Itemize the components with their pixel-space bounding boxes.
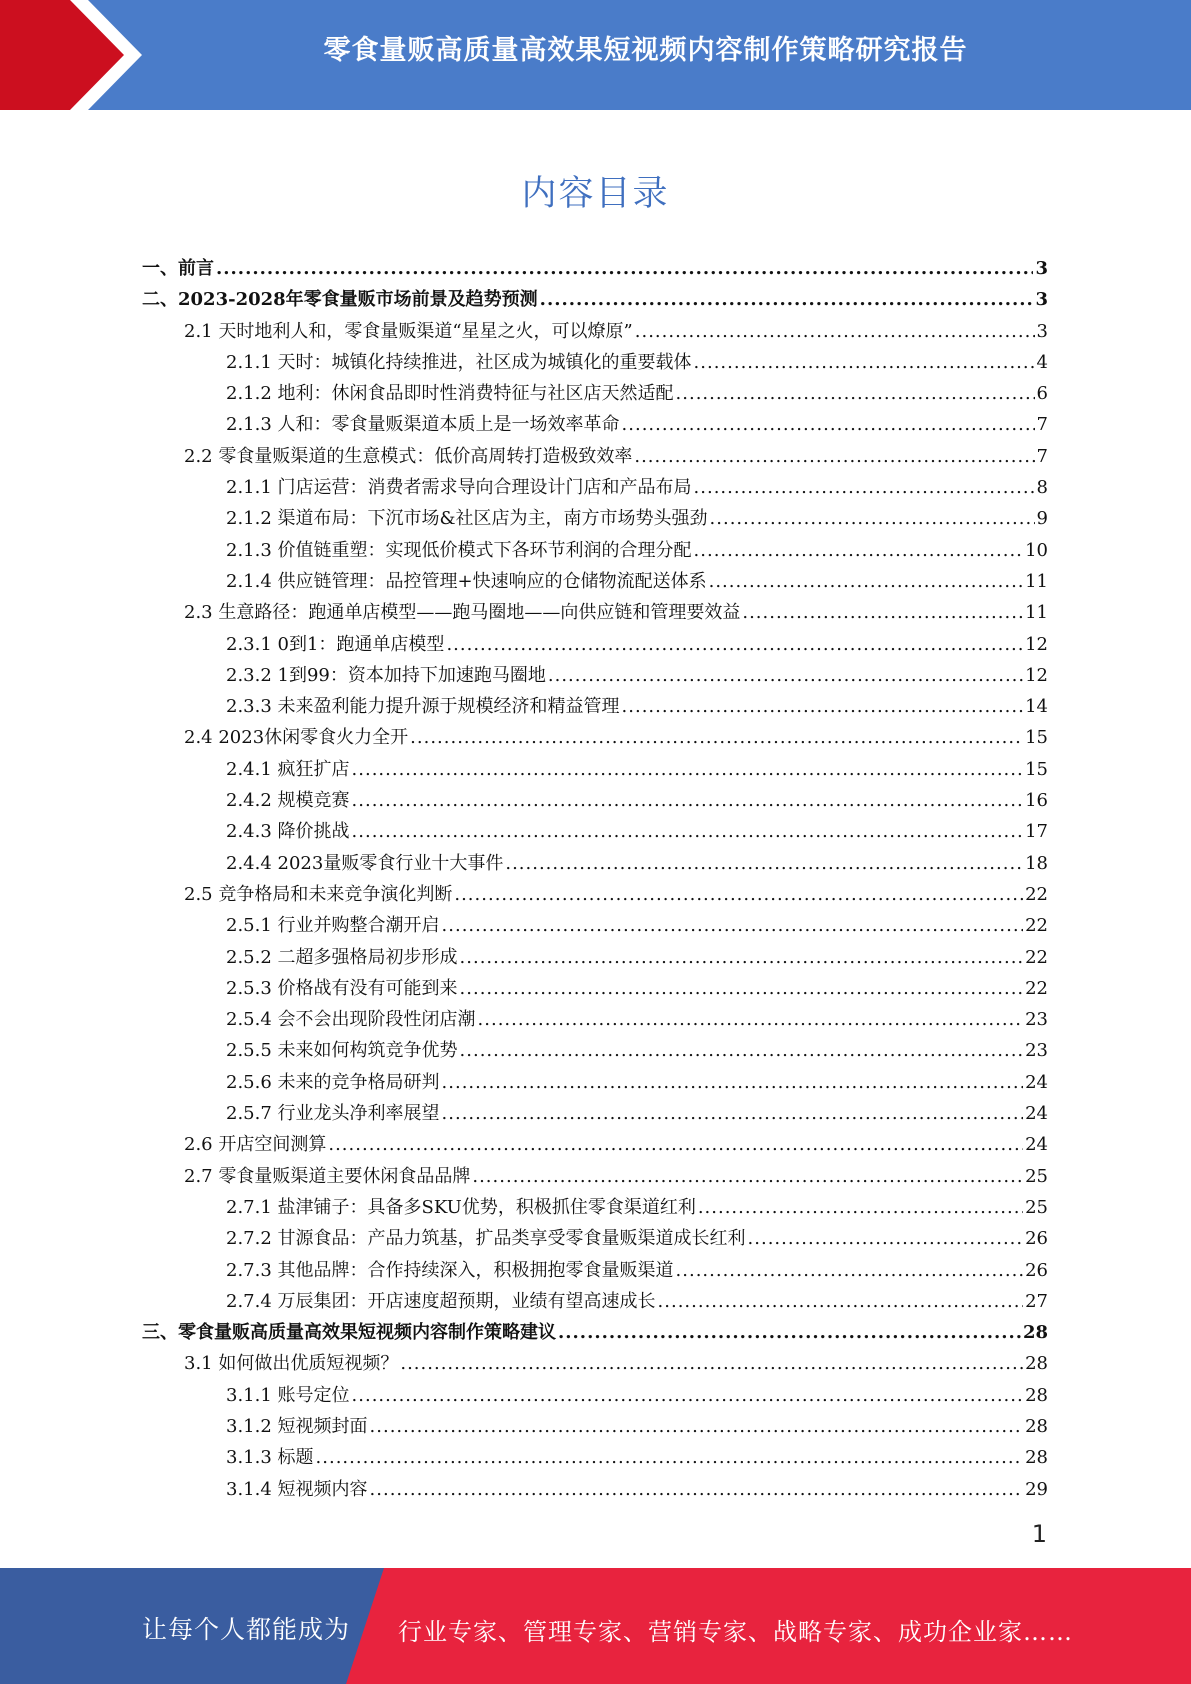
toc-entry-page: 3 [1035,289,1048,311]
toc-entry-title: 2.1.2 地利：休闲食品即时性消费特征与社区店天然适配 [226,383,674,405]
toc-entry-page: 28 [1025,1353,1048,1375]
toc-dot-leader [694,347,1035,378]
toc-entry-page: 24 [1025,1103,1048,1125]
toc-entry-title: 2.6 开店空间测算 [184,1134,327,1156]
toc-entry-page: 11 [1025,570,1048,592]
toc-entry[interactable] [142,816,1048,847]
toc-entry-title: 二、2023-2028年零食量贩市场前景及趋势预测 [142,289,538,311]
toc-dot-leader [410,722,1023,753]
header-banner [0,0,1191,110]
toc-entry-title: 2.4.4 2023量贩零食行业十大事件 [226,852,504,874]
toc-entry[interactable] [142,566,1048,597]
toc-entry-page: 12 [1025,633,1048,655]
toc-entry-title: 3.1.1 账号定位 [226,1384,350,1406]
toc-dot-leader [216,253,1033,284]
toc-entry[interactable] [142,660,1048,691]
toc-entry-title: 2.3 生意路径：跑通单店模型——跑马圈地——向供应链和管理要效益 [184,602,741,624]
toc-entry-page: 28 [1025,1415,1048,1437]
toc-dot-leader [622,409,1035,440]
toc-entry-page: 24 [1025,1071,1048,1093]
toc-entry-title: 2.5.6 未来的竞争格局研判 [226,1071,440,1093]
toc-entry-title: 2.4.1 疯狂扩店 [226,758,350,780]
toc-entry[interactable] [142,848,1048,879]
toc-entry-title: 2.1.3 人和：零食量贩渠道本质上是一场效率革命 [226,414,620,436]
toc-dot-leader [742,597,1023,628]
toc-entry[interactable] [142,597,1048,628]
toc-entry-title: 2.7.1 盐津铺子：具备多SKU优势，积极抓住零食渠道红利 [226,1196,696,1218]
toc-entry[interactable] [142,1223,1048,1254]
toc-heading: 内容目录 [521,174,670,214]
toc-entry[interactable] [142,347,1048,378]
toc-entry-page: 10 [1025,539,1048,561]
toc-entry-page: 22 [1025,883,1048,905]
toc-entry-title: 2.4.2 规模竞赛 [226,790,350,812]
toc-entry-title: 2.3.3 未来盈利能力提升源于规模经济和精益管理 [226,696,620,718]
toc-dot-leader [352,785,1024,816]
toc-entry[interactable] [142,253,1048,284]
toc-entry-title: 3.1.4 短视频内容 [226,1478,368,1500]
toc-dot-leader [352,816,1024,847]
toc-entry[interactable] [142,1067,1048,1098]
toc-entry-page: 9 [1036,508,1048,530]
toc-entry-page: 15 [1025,727,1048,749]
footer-slogan-left: 让每个人都能成为 [142,1615,351,1644]
toc-entry[interactable] [142,1098,1048,1129]
page-number: 1 [1031,1520,1047,1548]
toc-entry[interactable] [142,1474,1048,1505]
toc-entry[interactable] [142,409,1048,440]
toc-dot-leader [676,1255,1024,1286]
toc-dot-leader [548,660,1023,691]
toc-entry-title: 2.5.3 价格战有没有可能到来 [226,977,458,999]
toc-dot-leader [676,378,1035,409]
toc-dot-leader [442,1067,1024,1098]
toc-dot-leader [370,1411,1024,1442]
toc-entry-page: 22 [1025,977,1048,999]
toc-dot-leader [316,1442,1024,1473]
toc-entry[interactable] [142,378,1048,409]
toc-entry-page: 3 [1036,320,1048,342]
toc-entry[interactable] [142,1004,1048,1035]
toc-entry-title: 2.1.1 门店运营：消费者需求导向合理设计门店和产品布局 [226,477,692,499]
toc-entry-title: 2.5.7 行业龙头净利率展望 [226,1103,440,1125]
toc-entry-page: 4 [1036,351,1048,373]
toc-entry-page: 23 [1025,1009,1048,1031]
toc-dot-leader [540,284,1034,315]
toc-dot-leader [328,1129,1023,1160]
toc-entry[interactable] [142,503,1048,534]
toc-dot-leader [622,691,1024,722]
toc-entry-title: 2.5.2 二超多强格局初步形成 [226,946,458,968]
document-title: 零食量贩高质量高效果短视频内容制作策略研究报告 [323,35,968,66]
toc-dot-leader [635,316,1035,347]
toc-entry-title: 2.1.4 供应链管理：品控管理+快速响应的仓储物流配送体系 [226,570,707,592]
toc-entry[interactable] [142,910,1048,941]
toc-entry-title: 2.7.4 万辰集团：开店速度超预期，业绩有望高速成长 [226,1290,656,1312]
toc-entry-title: 2.3.2 1到99：资本加持下加速跑马圈地 [226,664,546,686]
toc-entry[interactable] [142,1411,1048,1442]
toc-entry-page: 24 [1025,1134,1048,1156]
toc-entry[interactable] [142,535,1048,566]
toc-dot-leader [698,1192,1023,1223]
toc-entry[interactable] [142,1255,1048,1286]
toc-entry-title: 2.2 零食量贩渠道的生意模式：低价高周转打造极致效率 [184,445,633,467]
toc-entry-title: 2.7.2 甘源食品：产品力筑基，扩品类享受零食量贩渠道成长红利 [226,1228,746,1250]
toc-entry-page: 23 [1025,1040,1048,1062]
toc-entry-title: 2.5 竞争格局和未来竞争演化判断 [184,883,453,905]
toc-entry[interactable] [142,722,1048,753]
toc-entry[interactable] [142,1129,1048,1160]
toc-dot-leader [658,1286,1024,1317]
toc-entry-title: 2.5.4 会不会出现阶段性闭店潮 [226,1009,476,1031]
toc-dot-leader [442,910,1024,941]
toc-dot-leader [748,1223,1024,1254]
toc-entry[interactable] [142,1348,1048,1379]
toc-dot-leader [505,848,1023,879]
toc-dot-leader [460,942,1024,973]
toc-dot-leader [454,879,1023,910]
toc-entry[interactable] [142,691,1048,722]
toc-entry-page: 28 [1025,1384,1048,1406]
toc-entry-title: 2.1.2 渠道布局：下沉市场&社区店为主，南方市场势头强劲 [226,508,708,530]
toc-dot-leader [460,1035,1024,1066]
toc-entry[interactable] [142,1442,1048,1473]
toc-entry-page: 3 [1035,258,1048,279]
toc-entry-page: 26 [1025,1259,1048,1281]
toc-entry-page: 7 [1036,414,1048,436]
toc-entry-title: 2.4 2023休闲零食火力全开 [184,727,409,749]
toc-entry-page: 28 [1022,1322,1048,1344]
toc-entry-page: 8 [1036,477,1048,499]
toc-entry-page: 25 [1025,1165,1048,1187]
toc-entry-page: 6 [1036,383,1048,405]
toc-entry-page: 17 [1025,821,1048,843]
toc-entry-page: 25 [1025,1196,1048,1218]
toc-entry-page: 22 [1025,946,1048,968]
toc-entry[interactable] [142,785,1048,816]
toc-entry-page: 14 [1025,696,1048,718]
toc-entry-title: 2.1.1 天时：城镇化持续推进，社区成为城镇化的重要载体 [226,351,692,373]
toc-entry[interactable] [142,1035,1048,1066]
toc-entry-title: 2.1.3 价值链重塑：实现低价模式下各环节利润的合理分配 [226,539,692,561]
toc-dot-leader [352,754,1024,785]
toc-dot-leader [370,1474,1024,1505]
toc-entry-title: 2.7.3 其他品牌：合作持续深入，积极拥抱零食量贩渠道 [226,1259,674,1281]
toc-entry[interactable] [142,1161,1048,1192]
toc-entry-page: 18 [1025,852,1048,874]
toc-entry[interactable] [142,1192,1048,1223]
toc-entry[interactable] [142,879,1048,910]
toc-entry-page: 29 [1025,1478,1048,1500]
toc-entry[interactable] [142,754,1048,785]
toc-entry-page: 27 [1025,1290,1048,1312]
toc-dot-leader [634,441,1034,472]
toc-dot-leader [694,535,1024,566]
toc-dot-leader [400,1348,1023,1379]
toc-entry[interactable] [142,1380,1048,1411]
toc-entry-title: 三、零食量贩高质量高效果短视频内容制作策略建议 [142,1322,556,1344]
toc-dot-leader [460,973,1024,1004]
toc-entry-title: 2.3.1 0到1：跑通单店模型 [226,633,445,655]
toc-entry[interactable] [142,1286,1048,1317]
toc-entry[interactable] [142,284,1048,315]
toc-entry-page: 7 [1036,445,1048,467]
toc-dot-leader [352,1380,1024,1411]
toc-entry[interactable] [142,472,1048,503]
toc-entry[interactable] [142,316,1048,347]
toc-dot-leader [558,1317,1021,1348]
toc-dot-leader [694,472,1035,503]
toc-entry-title: 2.5.5 未来如何构筑竞争优势 [226,1040,458,1062]
toc-dot-leader [709,566,1023,597]
toc-entry-title: 3.1.2 短视频封面 [226,1415,368,1437]
footer-banner [0,1568,1191,1684]
toc-entry[interactable] [142,973,1048,1004]
toc-entry-title: 一、前言 [142,258,214,279]
toc-entry-title: 2.4.3 降价挑战 [226,821,350,843]
toc-entry-title: 2.5.1 行业并购整合潮开启 [226,915,440,937]
toc-entry-page: 26 [1025,1228,1048,1250]
toc-dot-leader [446,629,1023,660]
toc-entry-title: 2.7 零食量贩渠道主要休闲食品品牌 [184,1165,471,1187]
toc-dot-leader [478,1004,1024,1035]
toc-dot-leader [442,1098,1024,1129]
footer-slogan-right: 行业专家、管理专家、营销专家、战略专家、成功企业家…… [398,1618,1073,1646]
toc-entry-title: 2.1 天时地利人和，零食量贩渠道“星星之火，可以燎原” [184,320,633,342]
toc-entry-page: 28 [1025,1447,1048,1469]
toc-dot-leader [710,503,1035,534]
toc-entry-page: 15 [1025,758,1048,780]
toc-entry-title: 3.1 如何做出优质短视频？ [184,1353,399,1375]
toc-entry[interactable] [142,1317,1048,1348]
toc-dot-leader [472,1161,1023,1192]
toc-entry-page: 16 [1025,790,1048,812]
toc-entry-page: 11 [1025,602,1048,624]
toc-entry[interactable] [142,629,1048,660]
table-of-contents [142,253,1048,1505]
toc-entry[interactable] [142,942,1048,973]
toc-entry[interactable] [142,441,1048,472]
toc-entry-page: 22 [1025,915,1048,937]
toc-entry-title: 3.1.3 标题 [226,1447,314,1469]
toc-entry-page: 12 [1025,664,1048,686]
